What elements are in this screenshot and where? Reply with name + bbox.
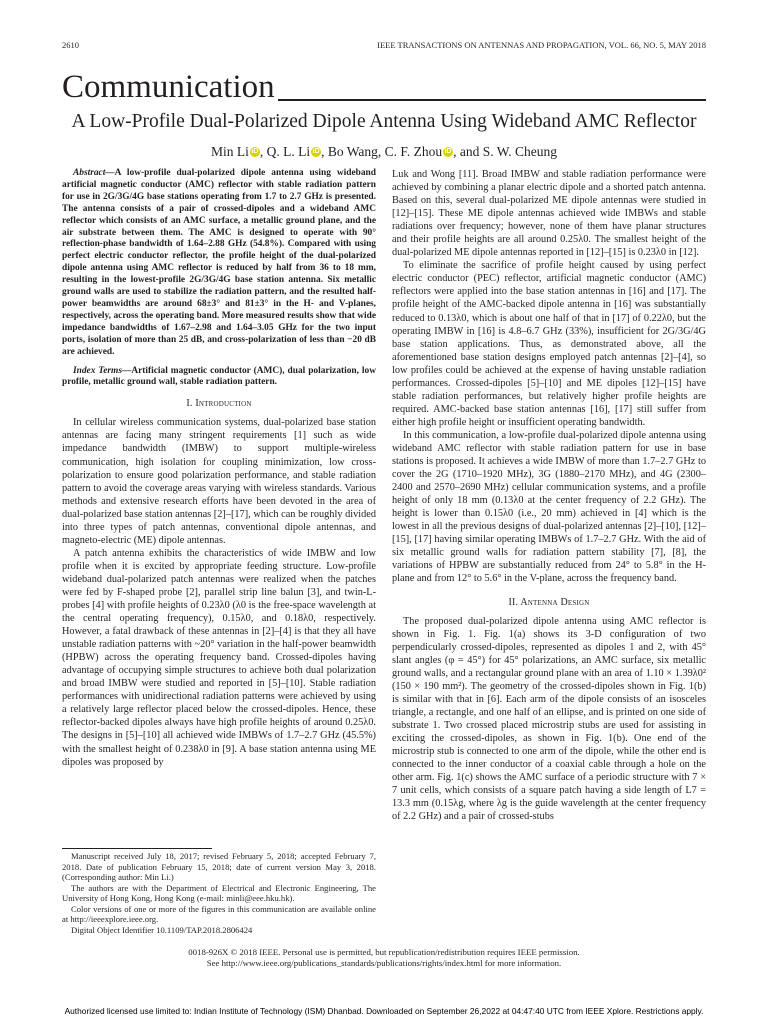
author-name: Min Li bbox=[211, 144, 249, 159]
orcid-icon[interactable]: iD bbox=[312, 148, 320, 155]
author-name: , and S. W. Cheung bbox=[453, 144, 557, 159]
abstract-label: Abstract— bbox=[73, 168, 115, 178]
footnote-line[interactable]: Color versions of one or more of the figures in this communication are available online at http://ieeexplore.ieee.org. bbox=[62, 903, 376, 924]
left-column bbox=[62, 168, 376, 769]
orcid-icon[interactable]: iD bbox=[251, 148, 259, 155]
body-paragraph: In cellular wireless communication systems, dual-polarized base station antennas are facing many stringent requirements [1] such as wide impedance bandwidth (IMBW) to support multiple-wireless communication, high isolation for coupling minimization, low cross-polarization to ensure good polarization performance, and stable radiation pattern to avoid the coverage areas varying with wireless standards. Various methods and extensive research efforts have been devoted in the area of dual-polarized base station antennas [2]–[17], which can be roughly divided into three types of patch antennas, conventional dipole antennas, and magneto-electric (ME) dipole antennas. bbox=[62, 417, 376, 546]
copyright-notice bbox=[62, 947, 706, 969]
copyright-rights-link[interactable]: See http://www.ieee.org/publications_standards/publications/rights/index.html for more information. bbox=[206, 958, 562, 968]
author-list bbox=[62, 144, 706, 160]
footnote-rule bbox=[62, 848, 212, 849]
author-name: , Bo Wang, C. F. Zhou bbox=[321, 144, 443, 159]
index-terms-text: Artificial magnetic conductor (AMC), dual polarization, low profile, metallic ground wall, stable radiation pattern. bbox=[62, 365, 376, 388]
journal-name: IEEE TRANSACTIONS ON ANTENNAS AND PROPAGATION, VOL. 66, NO. 5, MAY 2018 bbox=[377, 40, 706, 50]
index-terms-label: Index Terms— bbox=[73, 365, 132, 376]
footnote-line: Digital Object Identifier 10.1109/TAP.2018.2806424 bbox=[71, 924, 253, 935]
section-label-row bbox=[62, 71, 706, 104]
license-strip: Authorized licensed use limited to: Indian Institute of Technology (ISM) Dhanbad. Downloaded on September 26,2022 at 04:47:40 UTC from IEEE Xplore. Restrictions apply. bbox=[64, 1006, 704, 1016]
abstract bbox=[62, 168, 376, 389]
running-header bbox=[62, 40, 706, 50]
page-number: 2610 bbox=[62, 40, 79, 50]
body-paragraph: Luk and Wong [11]. Broad IMBW and stable radiation performance were achieved by combining a planar electric dipole and a shorted patch antenna. Based on this, several dual-polarized ME dipole antennas were studied in [12]–[15]. These ME dipole antennas achieved wide IMBWs and stable radiations over frequency; however, none of them have planar structures and their profile heights are all around 0.25λ0. The smallest height of the dual-polarized ME dipole antennas reported in [12]–[15] is 0.23λ0 in [12]. bbox=[392, 169, 706, 259]
footnote-block bbox=[62, 848, 376, 935]
section-rule bbox=[278, 99, 706, 101]
section-heading-introduction: I. Introduction bbox=[186, 398, 252, 410]
right-column bbox=[392, 168, 706, 823]
section-heading-antenna-design: II. Antenna Design bbox=[508, 596, 590, 608]
section-label: Communication bbox=[62, 69, 275, 105]
body-paragraph: A patch antenna exhibits the characteristics of wide IMBW and low profile when it is excited by appropriate feeding structure. Low-profile wideband dual-polarized patch antennas were realized when the patches were fed by F-shaped probe [2], parallel strip line balun [3], and twin-L-probes [4] with profile heights of 0.23λ0 (λ0 is the free-space wavelength at the central operating frequency), 0.15λ0, and 0.18λ0, respectively. However, a fatal drawback of these antennas in [2]–[4] is that they all have unstable radiation patterns with ~20° variation in the half-power beamwidth (HPBW) across the operating frequency band. Crossed-dipoles having advantage of occupying simple structures to achieve both dual polarization and broad IMBW were studied and reported in [5]–[10]. Stable radiation performances with unidirectional radiation patterns were achieved by using a relatively large reflector placed below the crossed-dipoles. Hence, these reflector-backed dipoles always have high profile heights of around 0.25λ0. The designs in [5]–[10] all achieved wide IMBWs of 1.7–2.7 GHz (45.5%) with the smallest height of 0.238λ0 in [9]. A base station antenna using ME dipoles was proposed by bbox=[62, 547, 376, 768]
orcid-icon[interactable]: iD bbox=[444, 148, 452, 155]
footnote-line: Manuscript received July 18, 2017; revised February 5, 2018; accepted February 7, 2018. Date of publication February 15, 2018; date of current version May 3, 2018. (Corresponding author: Min Li.) bbox=[62, 851, 376, 882]
paper-title: A Low-Profile Dual-Polarized Dipole Antenna Using Wideband AMC Reflector bbox=[71, 111, 697, 132]
body-paragraph: In this communication, a low-profile dual-polarized dipole antenna using wideband AMC reflector with stable radiation pattern for use in base stations is proposed. It achieves a wide IMBW of more than 1.7–2.7 GHz to cover the 2G (1710–1920 MHz), 3G (1880–2170 MHz), and 4G (2300–2400 and 2570–2690 MHz) cellular communication systems, and a profile height of only 18 mm (0.13λ0 at the center frequency of 2.2 GHz). The height is lower than 0.15λ0 (i.e., 20 mm) achieved in [4] which is the lowest in all the previous designs of dual-polarized antennas [2]–[10], [12]–[15], [17] having similar operating IMBWs of 1.7–2.7 GHz. With the aid of six metallic ground walls for radiation pattern stability [7], [8], the variations of HPBW are substantially reduced from 24° to 5.8° in the H-plane and from 12° to 5.6° in the V-plane, across the frequency band. bbox=[392, 429, 706, 585]
body-paragraph: The proposed dual-polarized dipole antenna using AMC reflector is shown in Fig. 1. Fig. 1(a) shows its 3-D configuration of two perpendicularly crossed-dipoles, represented as dipoles 1 and 2, with 45° slant angles (φ = 45°) for 45° polarizations, an AMC surface, six metallic ground walls, and a rectangular ground plane with an area of 1.10 × 1.39λ0² (150 × 190 mm²). The geometry of the crossed-dipoles shown in Fig. 1(b) is similar with that in [6]. Each arm of the dipole consists of an isosceles triangle, a rectangle, and one half of an ellipse, and is printed on one side of substrate 1. Two crossed placed microstrip stubs are used for assisting in exciting the crossed-dipoles, as shown in Fig. 1(b). One end of the microstrip stub is connected to one arm of the dipole, while the other end is connected to the inner conductor of a coaxial cable through a hole on the other arm. Fig. 1(c) shows the AMC surface of a periodic structure with 7 × 7 unit cells, which consists of a square patch having a side length of L7 = 13.3 mm (0.15λg, where λg is the guide wavelength at the center frequency of 2.2 GHz) and a pair of crossed-stubs bbox=[392, 615, 706, 823]
author-name: , Q. L. Li bbox=[259, 144, 311, 159]
body-paragraph: To eliminate the sacrifice of profile height caused by using perfect electric conductor (PEC) reflector, artificial magnetic conductor (AMC) reflectors were applied into the base station antennas in [16] and [17]. The profile height of the AMC-backed dipole antenna in [16] was substantially reduced to 0.13λ0, which is about one half of that in [17] of 0.22λ0, but the operating IMBW in [16] is 4.8–6.7 GHz (33%), insufficient for 2G/3G/4G base station applications. Thus, as demonstrated above, all the aforementioned base station designs employed patch antennas [2]–[4], so low profiles could be achieved at the expense of having unstable radiation performances. Crossed-dipoles [5]–[10] and ME dipoles [12]–[15] have stable radiation performances, but relatively higher profile heights are required. AMC-backed base station antennas [16], [17] still suffer from either high profile height or insufficient operating bandwidth. bbox=[392, 260, 706, 428]
abstract-text: A low-profile dual-polarized dipole antenna using wideband artificial magnetic conductor (AMC) reflector with stable radiation pattern for use in 2G/3G/4G base stations operating from 1.7 to 2.7 GHz is presented. The antenna consists of a pair of crossed-dipoles and a wideband AMC reflector which consists of an AMC surface, a metallic ground plane, and the air substrate between them. The AMC is designed to operate with 90° reflection-phase bandwidth of 1.64–2.88 GHz (54.8%). Compared with using perfect electric conductor reflector, the profile height of the dual-polarized dipole antenna using AMC reflector is reduced by half from 36 to 18 mm, resulting in the lowest-profile 2G/3G/4G base station antenna. Six metallic ground walls are used to stabilize the radiation pattern, and the resulted half-power beamwidths are around 68±3° and 81±3° in the H- and V-planes, respectively, across the operating band. More measured results show that wide impedance bandwidths of 1.67–2.98 and 1.64–3.05 GHz for the two input ports, isolation of more than 25 dB, and cross-polarization of less than −20 dB are achieved. bbox=[62, 168, 376, 357]
copyright-line: 0018-926X © 2018 IEEE. Personal use is permitted, but republication/redistribution requires IEEE permission. bbox=[188, 947, 580, 957]
footnote-line: The authors are with the Department of Electrical and Electronic Engineering, The University of Hong Kong, Hong Kong (e-mail: minli@eee.hku.hk). bbox=[62, 882, 376, 903]
